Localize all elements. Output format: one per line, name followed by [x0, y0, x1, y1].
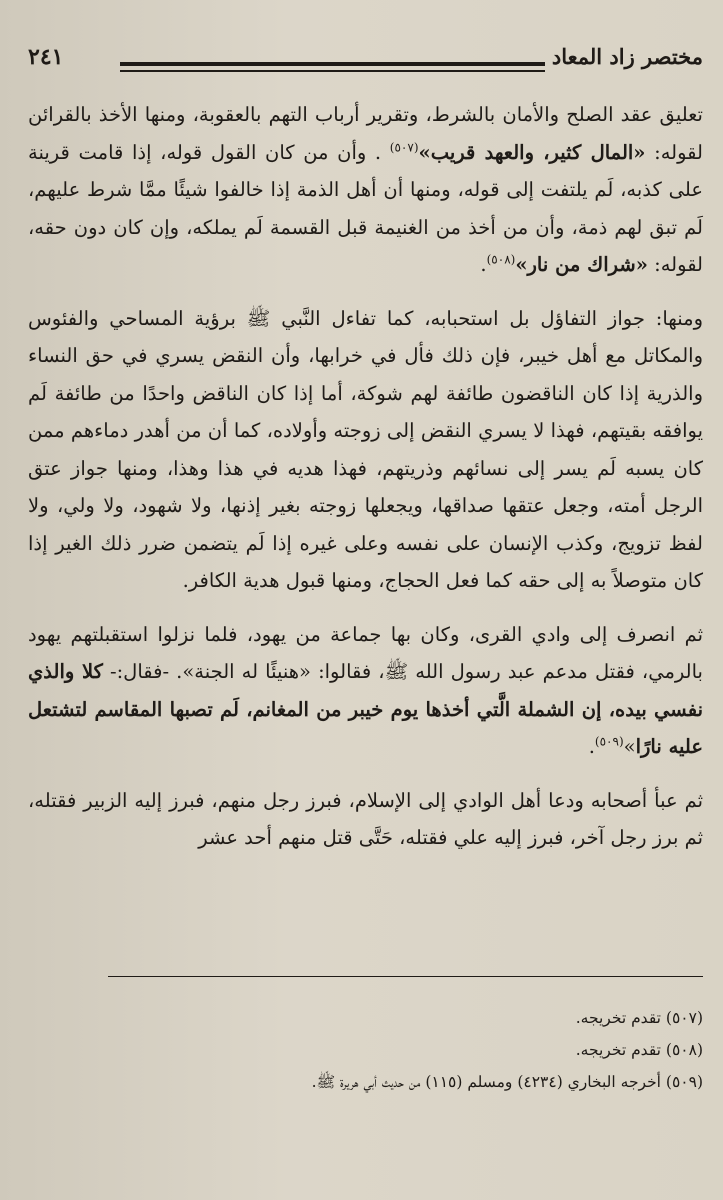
text-run: .	[480, 253, 487, 276]
page-number: ٢٤١	[28, 44, 64, 70]
hadith-quote: كلا والذي نفسي بيده، إن الشملة الَّتي أخذها يوم خيبر من المغانم، لَم تصبها المقاسم لتشتعل عليه نارًا	[28, 660, 703, 758]
text-run: »	[623, 735, 636, 758]
body-paragraph	[28, 96, 703, 284]
hadith-quote: «المال كثير، والعهد قريب»	[418, 140, 646, 164]
hadith-quote: «شراك من نار»	[515, 253, 648, 276]
page-header	[28, 36, 703, 86]
footnote-reference: (٥٠٧)	[389, 140, 419, 154]
text-run: ومنها: جواز التفاؤل بل استحبابه، كما تفاءل النَّبي ﷺ برؤية المساحي والفئوس والمكاتل مع أهل خيبر، فإن ذلك فأل في خرابها، وأن النقض يسري في حق النساء والذرية إذا كان الناقضون طائفة لهم شوكة، أما إذا كان الناقض واحدًا من طائفة لَم يوافقه بقيتهم، فهذا لا يسري النقض إلى زوجته وأولاده، كما أن من أهدر دماءهم ممن كان يسبه لَم يسر إلى نسائهم وذريتهم، فهذا هديه في هذا وهذا، ومنها جواز عتق الرجل أمته، وجعل عتقها صداقها، ويجعلها زوجته بغير إذنها، ولا شهود، ولا ولي، ولا لفظ تزويج، وكذب الإنسان على نفسه وعلى غيره إذا لَم يتضمن ضرر ذلك الغير إذا كان متوصلاً به إلى حقه كما فعل الحجاج، ومنها قبول هدية الكافر.	[28, 306, 703, 592]
text-run: .	[588, 735, 595, 758]
footnote-separator	[108, 976, 703, 977]
running-head: مختصر زاد المعاد	[551, 44, 703, 69]
footnotes	[28, 1002, 703, 1098]
text-run: ثم انصرف إلى وادي القرى، وكان بها جماعة من يهود، فلما نزلوا استقبلتهم يهود بالرمي، فقتل مدعم عبد رسول الله ﷺ، فقالوا: «هنيئًا له الجنة». -فقال:-	[28, 622, 703, 683]
footnote: (٥٠٩) أخرجه البخاري (٤٢٣٤) ومسلم (١١٥) من حديث أبي هريرة ﷺ.	[311, 1073, 703, 1091]
body-paragraph	[28, 782, 703, 857]
body-paragraph	[28, 616, 703, 766]
footnote: (٥٠٧) تقدم تخريجه.	[575, 1009, 703, 1027]
footnote: (٥٠٨) تقدم تخريجه.	[575, 1041, 703, 1059]
header-rule	[120, 62, 545, 72]
text-run: تعليق عقد الصلح والأمان بالشرط، وتقرير أرباب التهم بالعقوبة، ومنها الأخذ بالقرائن لقوله:	[28, 103, 703, 164]
text-run: ثم عبأ أصحابه ودعا أهل الوادي إلى الإسلام، فبرز رجل منهم، فبرز إليه الزبير فقتله، ثم برز رجل آخر، فبرز إليه علي فقتله، حَتَّى قتل منهم أحد عشر	[28, 788, 703, 849]
body-text	[28, 96, 703, 857]
footnote-reference: (٥٠٩)	[594, 734, 624, 749]
text-run: . وأن من كان القول قوله، إذا قامت قرينة على كذبه، لَم يلتفت إلى قوله، ومنها أن أهل الذمة إذا خالفوا شيئًا ممَّا شرط عليهم، لَم تبق لهم ذمة، وأن من أخذ من الغنيمة قبل القسمة لَم يملكه، وإن كان دون حقه، لقوله:	[28, 140, 703, 276]
body-paragraph	[28, 300, 703, 600]
footnote-reference: (٥٠٨)	[486, 252, 516, 267]
